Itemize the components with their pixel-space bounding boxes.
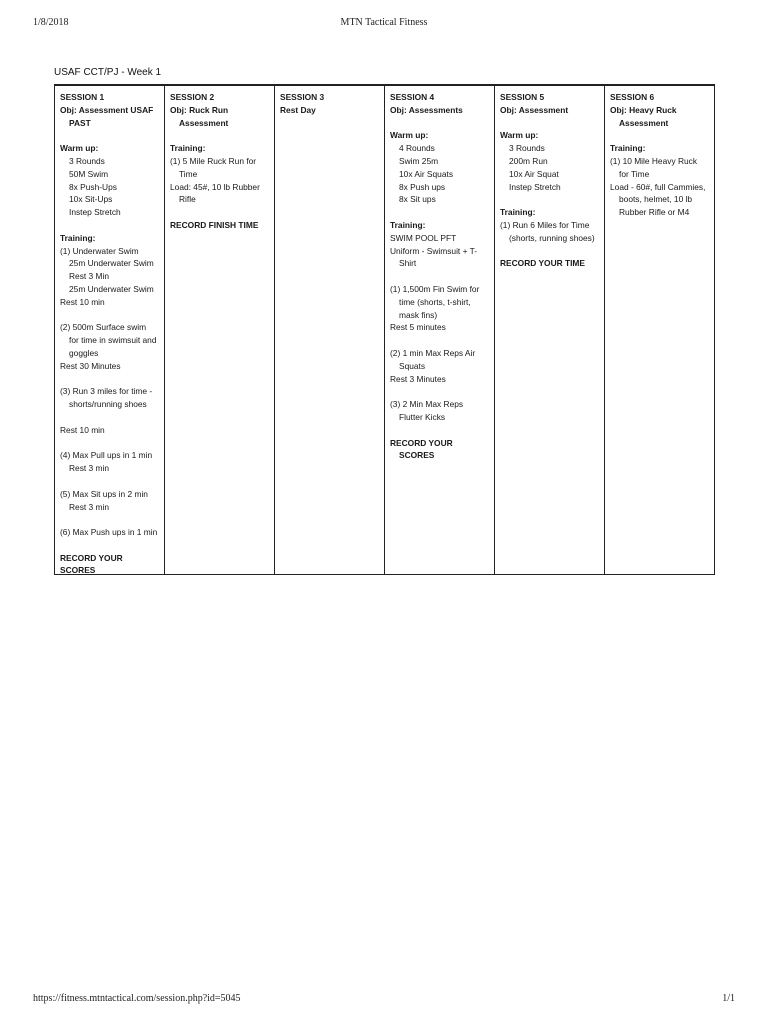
session-line: 200m Run (509, 155, 548, 166)
session-table (54, 84, 715, 575)
session-line: Instep Stretch (509, 181, 561, 192)
session-line: SESSION 2 (170, 92, 215, 102)
session-line: mask fins) (399, 309, 438, 320)
session-line: Obj: Ruck Run (170, 104, 229, 115)
session-line: RECORD YOUR TIME (500, 258, 585, 269)
session-line: PAST (69, 117, 91, 128)
print-header-title: MTN Tactical Fitness (340, 17, 428, 28)
session-column-3 (275, 86, 385, 574)
session-line: Rest 10 min (60, 424, 105, 435)
session-line: 8x Sit ups (399, 194, 436, 205)
session-line: Rifle (179, 194, 196, 205)
session-line: (2) 500m Surface swim (60, 322, 147, 333)
session-line: SESSION 6 (610, 92, 655, 102)
session-line: 8x Push-Ups (69, 181, 117, 192)
blank-line (610, 129, 709, 142)
blank-line (60, 373, 159, 386)
session-line: Rest 5 minutes (390, 322, 446, 333)
session-line: 10x Sit-Ups (69, 194, 113, 205)
session-line: Rest 30 Minutes (60, 360, 121, 371)
print-footer-url: https://fitness.mtntactical.com/session.php?id=5045 (33, 993, 241, 1004)
blank-line (170, 206, 269, 219)
session-line: Warm up: (390, 130, 429, 141)
session-line: Rest 3 Minutes (390, 373, 446, 384)
session-line: (1) 5 Mile Ruck Run for (170, 155, 257, 166)
session-column-4 (385, 86, 495, 574)
session-line: (3) Run 3 miles for time - (60, 386, 153, 397)
blank-line (500, 245, 599, 258)
session-line: Flutter Kicks (399, 411, 446, 422)
session-line: 4 Rounds (399, 143, 435, 154)
blank-line (390, 385, 489, 398)
session-line: (1) Underwater Swim (60, 245, 139, 256)
print-date: 1/8/2018 (33, 17, 69, 28)
session-line: SESSION 4 (390, 92, 435, 102)
session-line: Obj: Assessments (390, 104, 463, 115)
session-line: 25m Underwater Swim (69, 258, 154, 269)
blank-line (60, 411, 159, 424)
session-line: Rest Day (280, 104, 316, 115)
session-line: (6) Max Push ups in 1 min (60, 527, 158, 538)
session-line: (1) Run 6 Miles for Time (500, 219, 590, 230)
session-line: Uniform - Swimsuit + T- (390, 245, 478, 256)
session-column-1 (55, 86, 165, 574)
document-title: USAF CCT/PJ - Week 1 (54, 67, 162, 78)
session-column-5 (495, 86, 605, 574)
session-line: RECORD FINISH TIME (170, 219, 259, 230)
session-line: 10x Air Squats (399, 168, 454, 179)
session-line: SCORES (60, 565, 96, 574)
session-line: Obj: Assessment USAF (60, 104, 154, 115)
session-line: Load - 60#, full Cammies, (610, 181, 706, 192)
blank-line (60, 539, 159, 552)
session-line: for time in swimsuit and (69, 335, 157, 346)
blank-line (60, 129, 159, 142)
session-line: SESSION 3 (280, 92, 325, 102)
session-line: Obj: Assessment (500, 104, 569, 115)
session-line: (1) 10 Mile Heavy Ruck (610, 155, 698, 166)
session-line: Shirt (399, 258, 417, 269)
session-line: 25m Underwater Swim (69, 283, 154, 294)
session-line: Load: 45#, 10 lb Rubber (170, 181, 260, 192)
session-line: shorts/running shoes (69, 399, 147, 410)
blank-line (390, 270, 489, 283)
session-line: Training: (610, 143, 646, 154)
session-column-6 (605, 86, 714, 574)
blank-line (390, 206, 489, 219)
session-line: Rest 3 Min (69, 271, 110, 282)
session-line: Training: (170, 143, 206, 154)
session-line: 3 Rounds (69, 155, 105, 166)
session-line: (shorts, running shoes) (509, 232, 595, 243)
session-line: Obj: Heavy Ruck (610, 104, 677, 115)
session-line: Rest 10 min (60, 296, 105, 307)
session-line: Squats (399, 360, 426, 371)
session-line: 50M Swim (69, 168, 109, 179)
session-line: SESSION 1 (60, 92, 105, 102)
session-line: (4) Max Pull ups in 1 min (60, 450, 153, 461)
blank-line (60, 475, 159, 488)
blank-line (390, 424, 489, 437)
session-line: boots, helmet, 10 lb (619, 194, 693, 205)
session-line: Instep Stretch (69, 207, 121, 218)
session-line: Assessment (179, 117, 229, 128)
session-line: Time (179, 168, 198, 179)
session-line: Training: (500, 207, 536, 218)
session-line: SESSION 5 (500, 92, 545, 102)
blank-line (60, 309, 159, 322)
session-line: Warm up: (500, 130, 539, 141)
blank-line (60, 437, 159, 450)
session-line: for Time (619, 168, 650, 179)
blank-line (170, 129, 269, 142)
session-line: Rest 3 min (69, 501, 110, 512)
session-line: 10x Air Squat (509, 168, 559, 179)
blank-line (60, 513, 159, 526)
session-line: 8x Push ups (399, 181, 446, 192)
session-line: Training: (390, 219, 426, 230)
session-line: time (shorts, t-shirt, (399, 296, 471, 307)
print-page-number: 1/1 (722, 993, 735, 1004)
session-line: Swim 25m (399, 155, 439, 166)
session-line: Rubber Rifle or M4 (619, 207, 690, 218)
session-line: Assessment (619, 117, 669, 128)
blank-line (500, 117, 599, 130)
session-line: (1) 1,500m Fin Swim for (390, 283, 480, 294)
session-line: (2) 1 min Max Reps Air (390, 347, 476, 358)
blank-line (60, 219, 159, 232)
session-line: Training: (60, 232, 96, 243)
session-line: (3) 2 Min Max Reps (390, 399, 464, 410)
session-line: RECORD YOUR (60, 552, 123, 563)
session-line: SCORES (399, 450, 435, 461)
session-line: goggles (69, 347, 99, 358)
blank-line (390, 117, 489, 130)
session-line: (5) Max Sit ups in 2 min (60, 488, 148, 499)
session-line: SWIM POOL PFT (390, 232, 457, 243)
blank-line (500, 193, 599, 206)
session-column-2 (165, 86, 275, 574)
blank-line (390, 334, 489, 347)
session-line: Rest 3 min (69, 463, 110, 474)
session-line: RECORD YOUR (390, 437, 453, 448)
session-line: 3 Rounds (509, 143, 545, 154)
session-line: Warm up: (60, 143, 99, 154)
